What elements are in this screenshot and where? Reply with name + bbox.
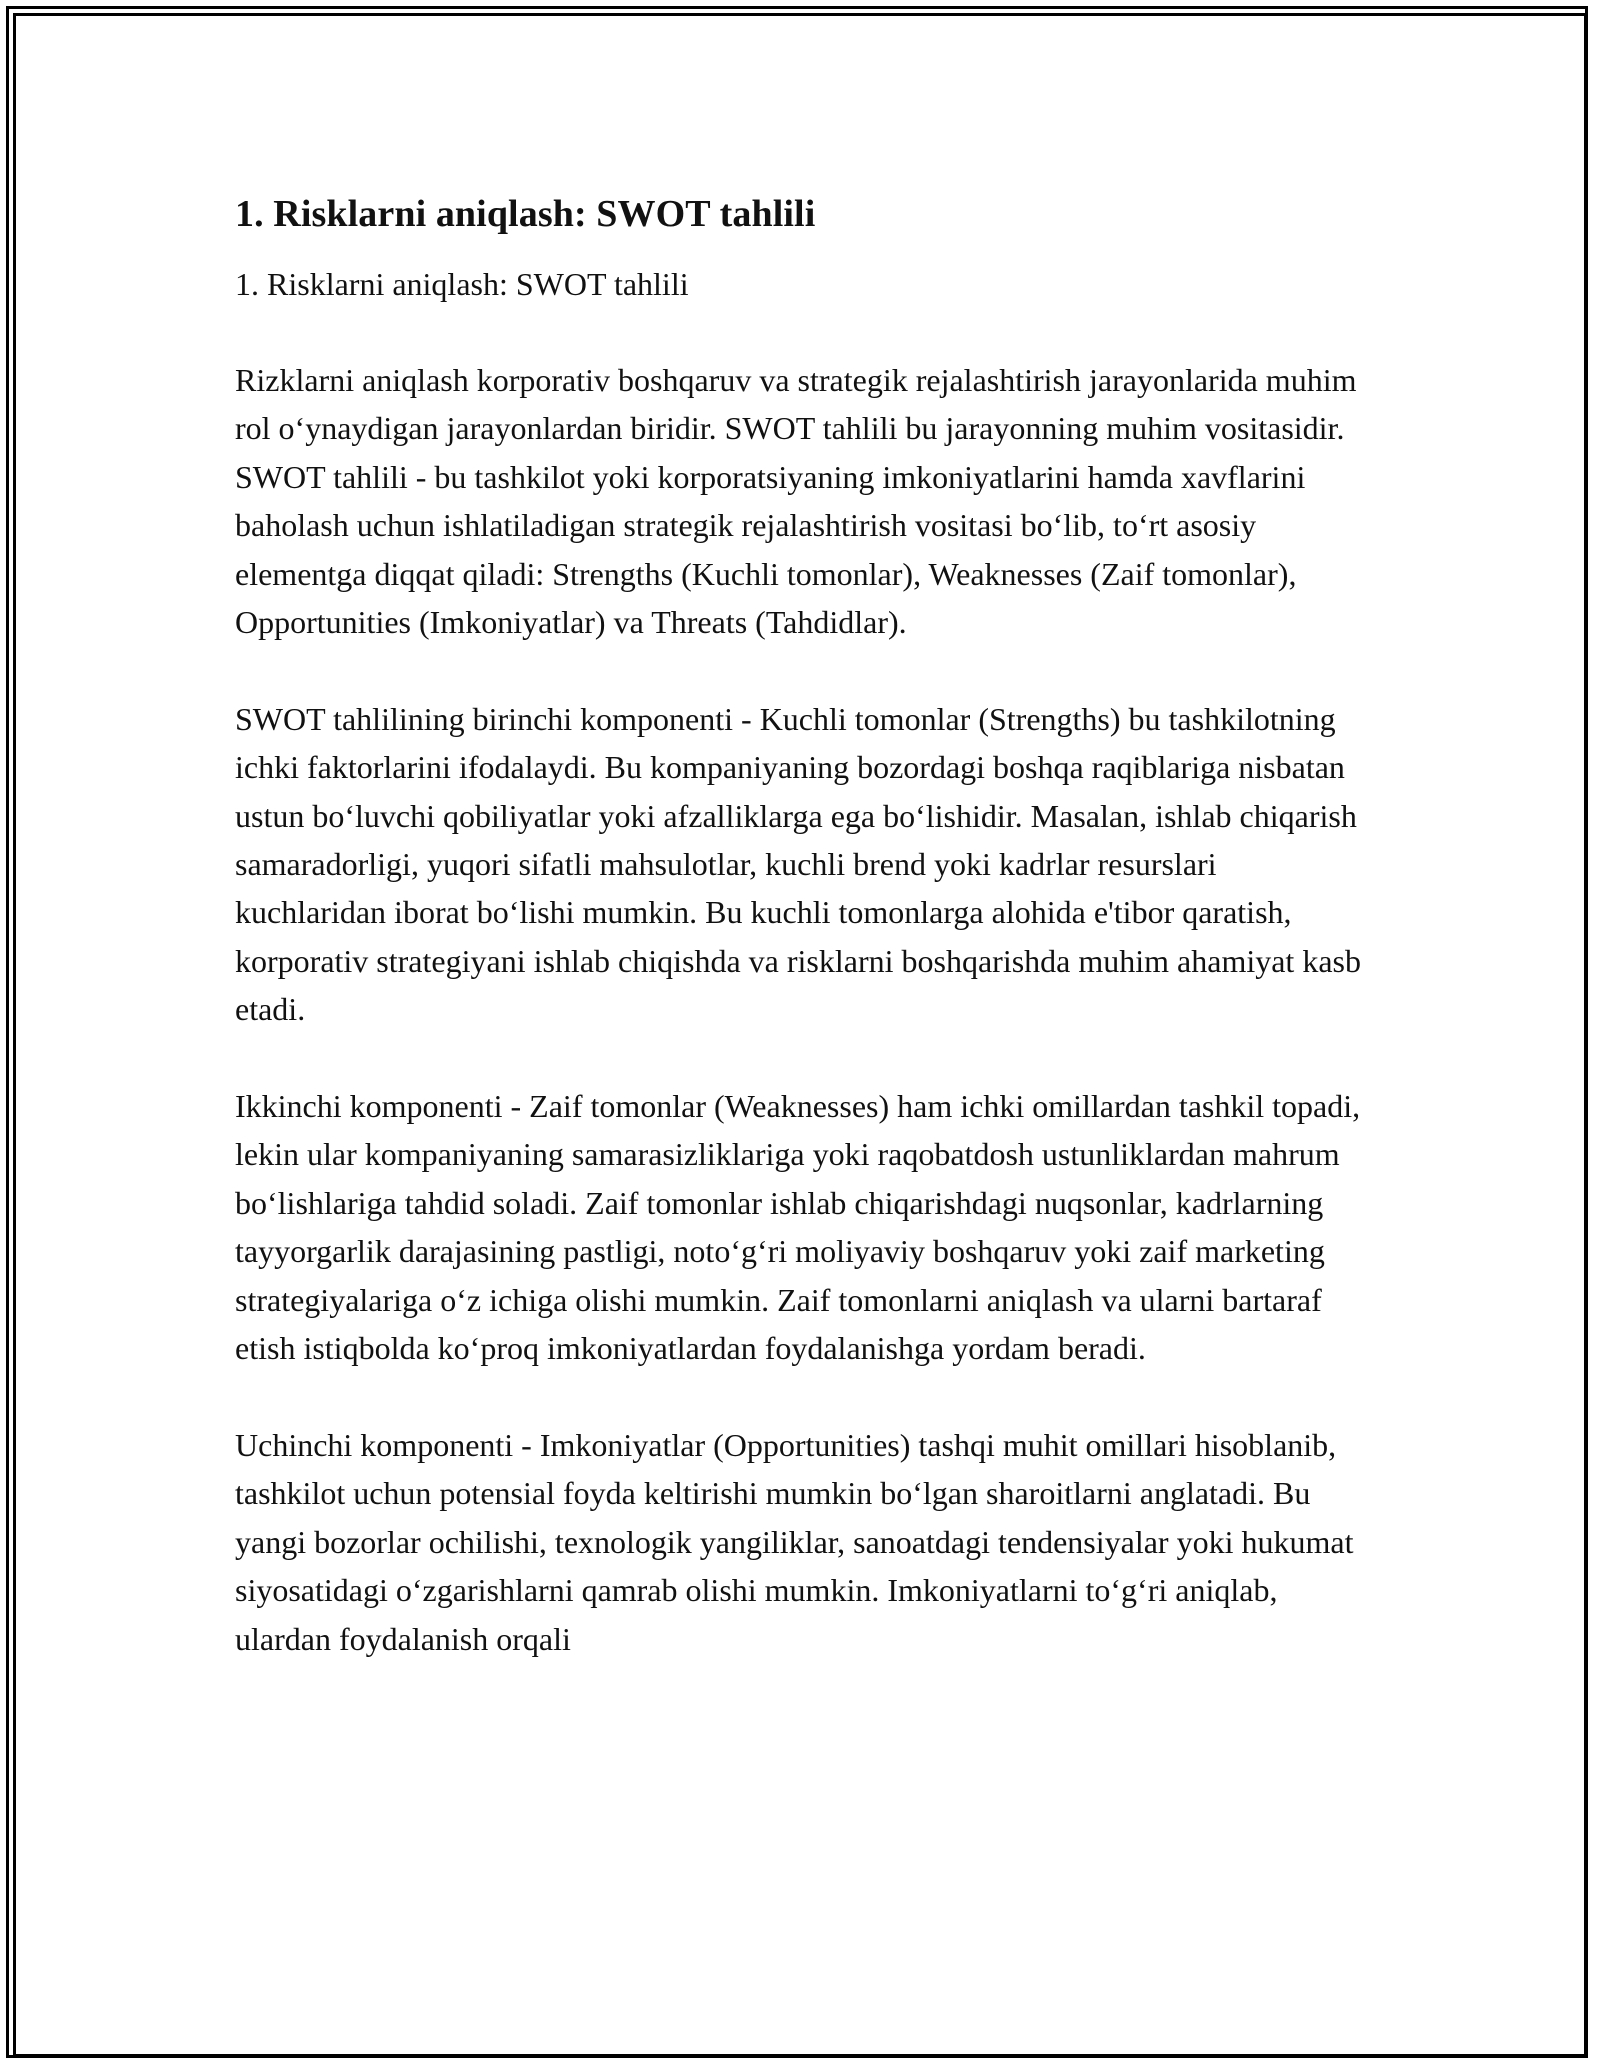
paragraph-opportunities: Uchinchi komponenti - Imkoniyatlar (Opportunities) tashqi muhit omillari hisoblanib, tashkilot uchun potensial foyda keltirishi mumkin boʻlgan sharoitlarni anglatadi. Bu yangi bozorlar ochilishi, texnologik yangiliklar, sanoatdagi tendensiyalar yoki hukumat siyosatidagi oʻzgarishlarni qamrab olishi mumkin. Imkoniyatlarni toʻgʻri aniqlab, ulardan foydalanish orqali	[235, 1426, 1354, 1657]
paragraph-strengths: SWOT tahlilining birinchi komponenti - Kuchli tomonlar (Strengths) bu tashkilotning ichki faktorlarini ifodalaydi. Bu kompaniyaning bozordagi boshqa raqiblariga nisbatan ustun boʻluvchi qobiliyatlar yoki afzalliklarga ega boʻlishidir. Masalan, ishlab chiqarish samaradorligi, yuqori sifatli mahsulotlar, kuchli brend yoki kadrlar resurslari kuchlaridan iborat boʻlishi mumkin. Bu kuchli tomonlarga alohida e'tibor qaratish, korporativ strategiyani ishlab chiqishda va risklarni boshqarishda muhim ahamiyat kasb etadi.	[235, 700, 1361, 1028]
paragraph-intro: Rizklarni aniqlash korporativ boshqaruv va strategik rejalashtirish jarayonlarida muhim rol oʻynaydigan jarayonlardan biridir. SWOT tahlili bu jarayonning muhim vositasidir. SWOT tahlili - bu tashkilot yoki korporatsiyaning imkoniyatlarini hamda xavflarini baholash uchun ishlatiladigan strategik rejalashtirish vositasi boʻlib, toʻrt asosiy elementga diqqat qiladi: Strengths (Kuchli tomonlar), Weaknesses (Zaif tomonlar), Opportunities (Imkoniyatlar) va Threats (Tahdidlar).	[235, 362, 1357, 641]
document-heading: 1. Risklarni aniqlash: SWOT tahlili	[235, 193, 816, 235]
document-subheading: 1. Risklarni aniqlash: SWOT tahlili	[235, 266, 689, 302]
paragraph-weaknesses: Ikkinchi komponenti - Zaif tomonlar (Weaknesses) ham ichki omillardan tashkil topadi, lekin ular kompaniyaning samarasizliklariga yoki raqobatdosh ustunliklardan mahrum boʻlishlariga tahdid soladi. Zaif tomonlar ishlab chiqarishdagi nuqsonlar, kadrlarning tayyorgarlik darajasining pastligi, notoʻgʻri moliyaviy boshqaruv yoki zaif marketing strategiyalariga oʻz ichiga olishi mumkin. Zaif tomonlarni aniqlash va ularni bartaraf etish istiqbolda koʻproq imkoniyatlardan foydalanishga yordam beradi.	[235, 1088, 1361, 1367]
document-body	[235, 186, 1375, 1711]
